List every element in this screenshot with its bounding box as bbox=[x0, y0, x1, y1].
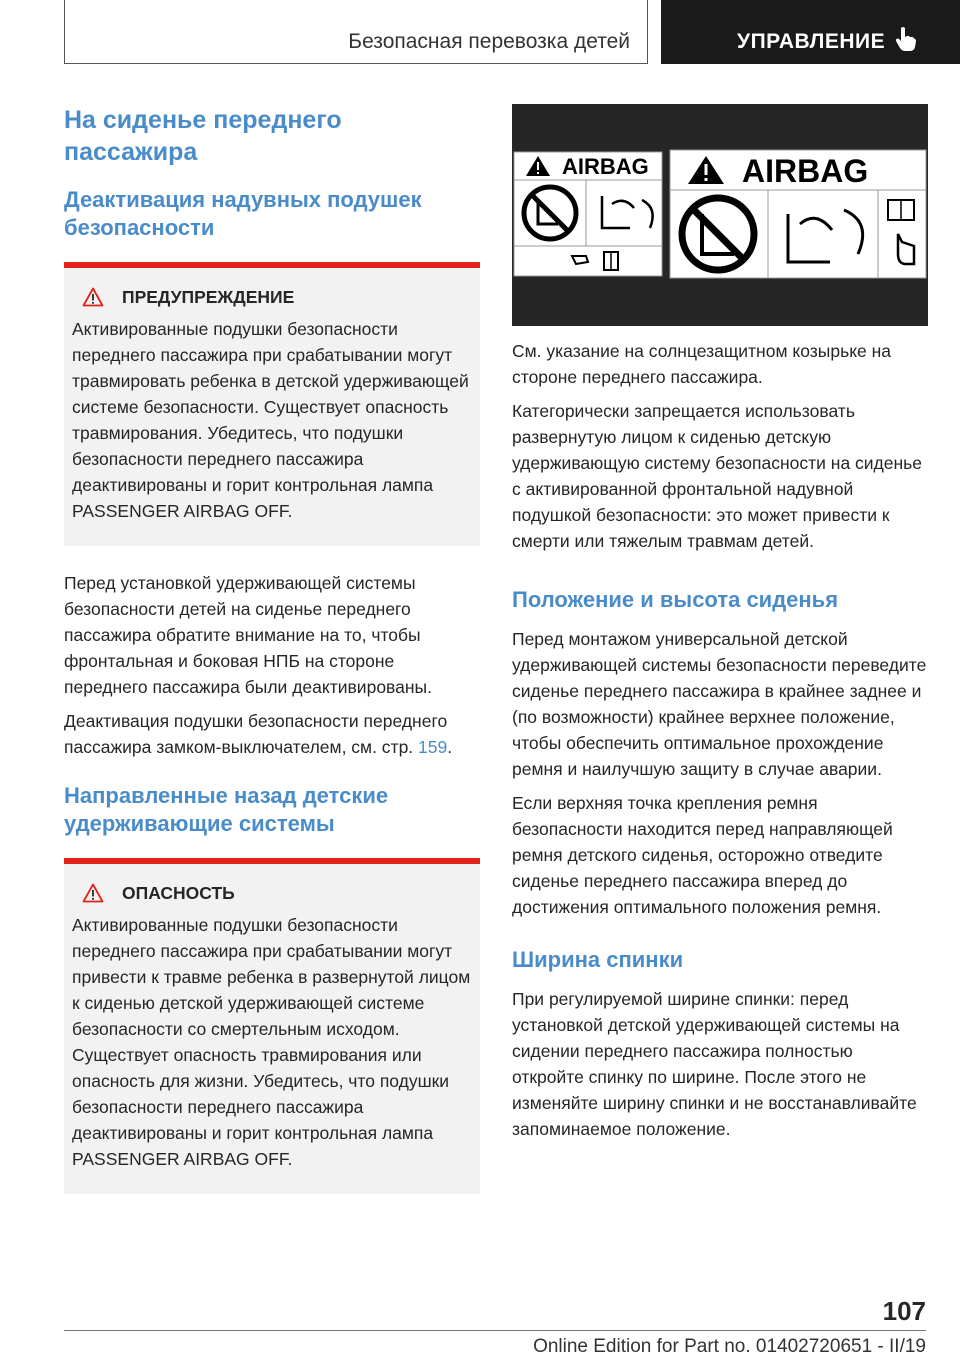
section-title: Безопасная перевозка детей bbox=[348, 30, 630, 53]
edition-info: Online Edition for Part no. 01402720651 - II/19 bbox=[533, 1336, 926, 1357]
chapter-label: УПРАВЛЕНИЕ bbox=[737, 30, 886, 53]
paragraph-sun-visor-note: См. указание на солнцезащитном козырьке на стороне переднего пассажира. bbox=[512, 341, 892, 387]
left-column bbox=[64, 104, 480, 1218]
warning-triangle-icon bbox=[82, 883, 104, 903]
pointing-hand-icon bbox=[895, 26, 917, 52]
footer-divider bbox=[64, 1330, 926, 1331]
paragraph-seat-position: Перед монтажом универсальной детской удерживающей системы безопасности переведите сиденье переднего пассажира в крайнее заднее и (по возможности) крайнее верхнее положение, чтобы обеспечить оптимальное прохождение ремня и наилучшую защиту в случае аварии. bbox=[512, 629, 927, 779]
paragraph-backrest-width: При регулируемой ширине спинки: перед установкой детской удерживающей системы на сидении переднего пассажира полностью откройте спинку по ширине. После этого не изменяйте ширину спинки и не восстанавливайте запоминаемое положение. bbox=[512, 989, 917, 1139]
paragraph-installation-note: Перед установкой удерживающей системы безопасности детей на сиденье переднего пассажира обратите внимание на то, чтобы фронтальная и боковая НПБ на стороне переднего пассажира были деактивированы. bbox=[64, 573, 432, 697]
paragraph-prohibition: Категорически запрещается использовать развернутую лицом к сиденью детскую удерживающую систему безопасности на сиденье с активированной фронтальной надувной подушкой безопасности: это может привести к смерти или тяжелым травмам детей. bbox=[512, 401, 923, 551]
heading-backrest-width: Ширина спинки bbox=[512, 947, 684, 972]
danger-title bbox=[72, 880, 472, 906]
airbag-warning-label-image bbox=[512, 104, 928, 326]
warning-text: Активированные подушки безопасности переднего пассажира при срабатывании могут травмировать ребенка в детской удерживающей системе безопасности. Существует опасность травмирования. Убедитесь, что подушки безопасности переднего пассажира деактивированы и горит контрольная лампа PASSENGER AIRBAG OFF. bbox=[72, 319, 469, 521]
paragraph-end: . bbox=[447, 737, 453, 757]
danger-title-text: ОПАСНОСТЬ bbox=[122, 883, 235, 903]
page-reference-link[interactable]: 159 bbox=[418, 737, 448, 757]
danger-text: Активированные подушки безопасности переднего пассажира при срабатывании могут привести к травме ребенка в развернутой лицом к сиденью детской удерживающей системе безопасности со смертельным исходом. Существует опасность травмирования или опасность для жизни. Убедитесь, что подушки безопасности переднего пассажира деактивированы и горит контрольная лампа PASSENGER AIRBAG OFF. bbox=[72, 915, 471, 1169]
airbag-label-graphic bbox=[512, 104, 928, 326]
warning-title-text: ПРЕДУПРЕЖДЕНИЕ bbox=[122, 287, 295, 307]
airbag-label-small-text: AIRBAG bbox=[562, 154, 649, 179]
paragraph-deactivation-ref bbox=[64, 708, 480, 760]
warning-box bbox=[64, 262, 480, 546]
warning-triangle-icon bbox=[82, 287, 104, 307]
right-column bbox=[512, 338, 928, 1150]
chapter-tab[interactable] bbox=[661, 0, 960, 64]
heading-rear-facing-systems: Направленные назад детские удерживающие системы bbox=[64, 783, 389, 836]
paragraph-text: Деактивация подушки безопасности переднего пассажира замком-выключателем, см. стр. bbox=[64, 711, 448, 757]
danger-box bbox=[64, 858, 480, 1194]
heading-seat-position: Положение и высота сиденья bbox=[512, 587, 839, 612]
airbag-label-large-text: AIRBAG bbox=[742, 153, 869, 189]
paragraph-belt-anchor: Если верхняя точка крепления ремня безопасности находится перед направляющей ремня детского сиденья, осторожно отведите сиденье переднего пассажира вперед до достижения оптимального положения ремня. bbox=[512, 793, 893, 917]
warning-title bbox=[72, 284, 472, 310]
heading-front-passenger-seat: На сиденье переднего пассажира bbox=[64, 106, 342, 166]
heading-airbag-deactivation: Деактивация надувных подушек безопасности bbox=[64, 187, 422, 240]
page-number: 107 bbox=[882, 1296, 926, 1326]
